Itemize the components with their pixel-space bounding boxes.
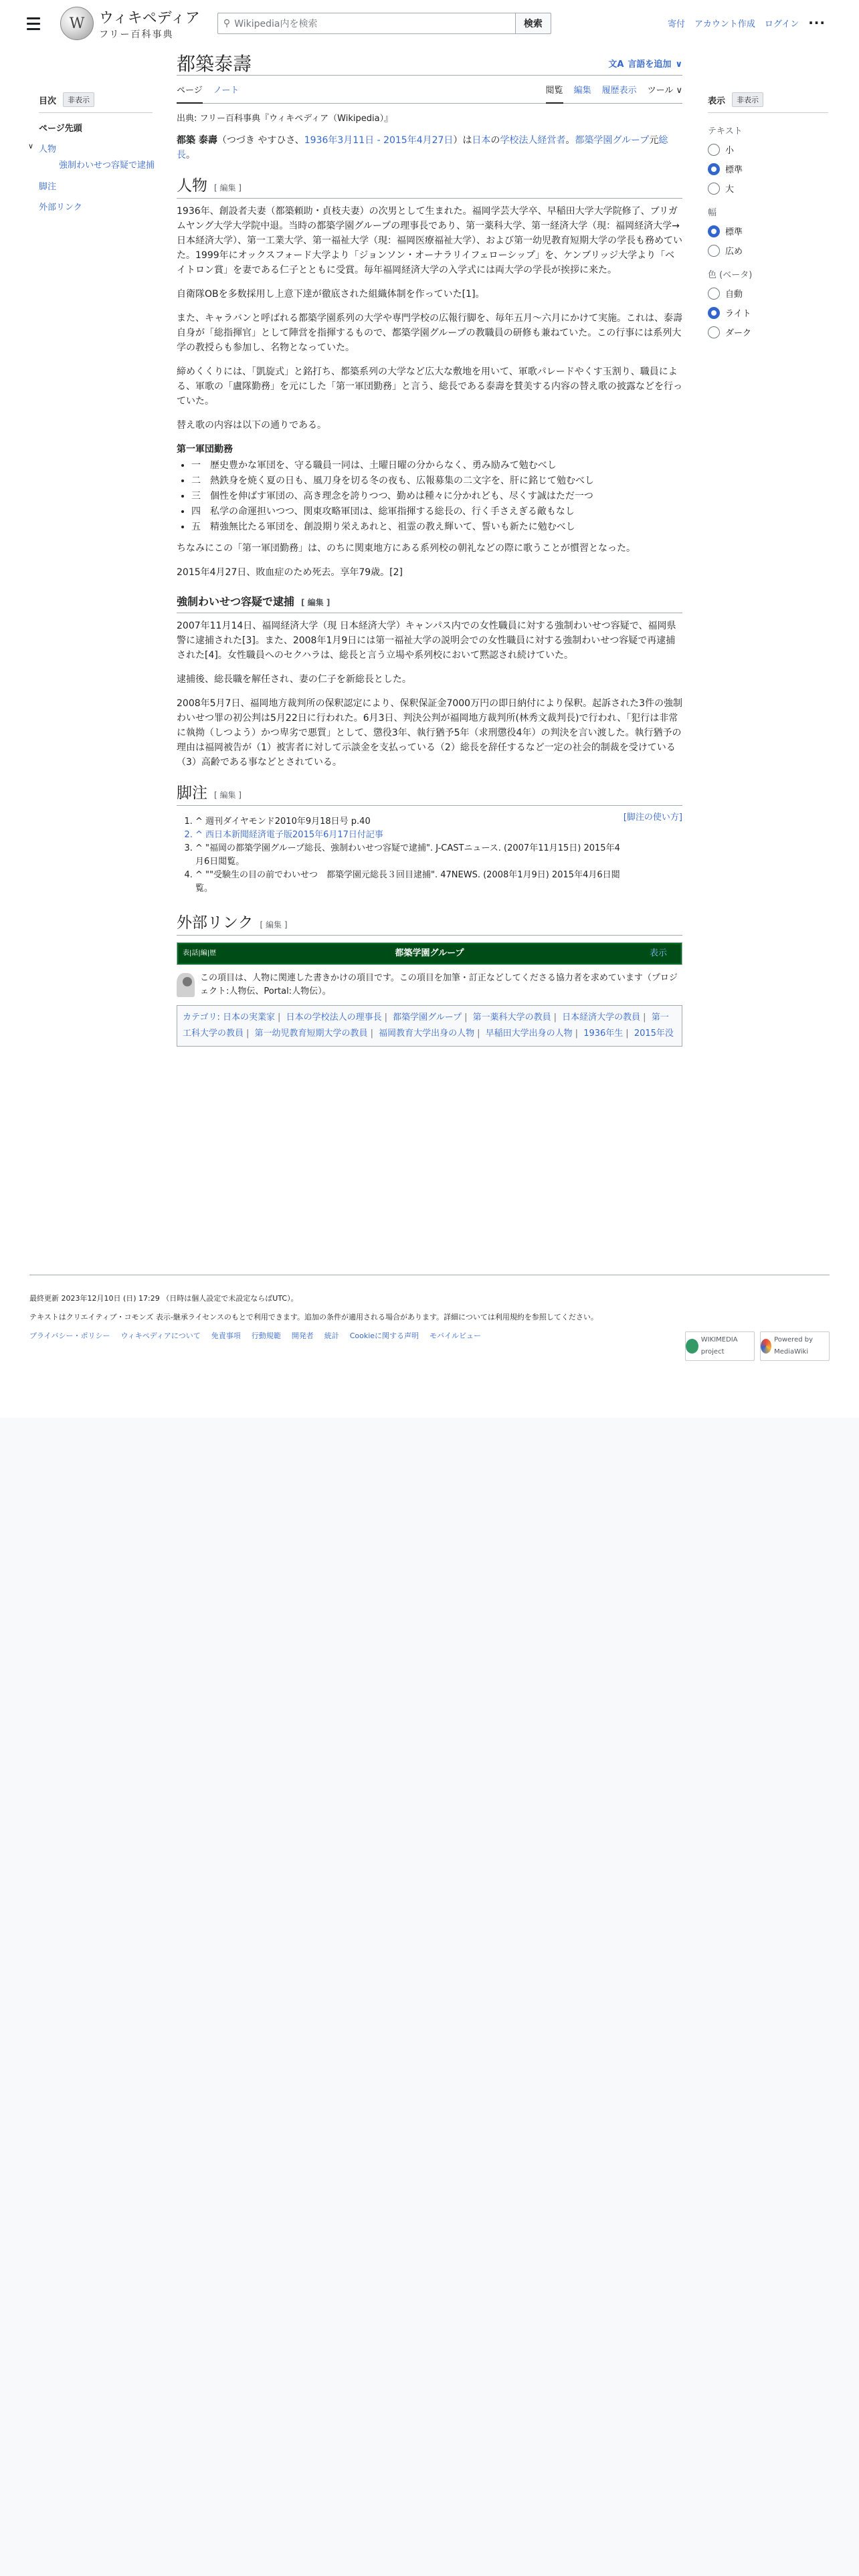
section-heading-arrest: 強制わいせつ容疑で逮捕 [ 編集 ] (177, 595, 682, 613)
donate-link[interactable]: 寄付 (667, 19, 685, 29)
category-link[interactable]: 第一薬科大学の教員 (472, 1012, 551, 1023)
section-heading-external: 外部リンク [ 編集 ] (177, 916, 682, 936)
footer-link[interactable]: Cookieに関する声明 (349, 1331, 419, 1340)
chevron-down-icon[interactable]: ∨ (28, 142, 34, 150)
login-link[interactable]: ログイン (764, 19, 799, 29)
color-auto[interactable]: 自動 (708, 287, 828, 300)
edit-section-link[interactable]: [ 編集 ] (260, 920, 288, 930)
wordmark-tagline: フリー百科事典 (99, 29, 174, 40)
mediawiki-badge[interactable]: Powered by MediaWiki (760, 1331, 830, 1361)
site-header (0, 0, 859, 47)
category-link[interactable]: 日本経済大学の教員 (562, 1012, 641, 1023)
lead-paragraph: 都築 泰壽（つづき やすひさ、1936年3月11日 - 2015年4月27日）は日本の学校法人経営者。都築学園グループ元総長。 (177, 135, 668, 160)
categories-label[interactable]: カテゴリ: (183, 1012, 220, 1023)
section-heading-people: 人物 [ 編集 ] (177, 179, 682, 199)
wikimedia-logo-icon (686, 1339, 698, 1354)
section-heading-notes: 脚注 [ 編集 ] (177, 786, 682, 806)
color-dark[interactable]: ダーク (708, 326, 828, 338)
width-label: 幅 (708, 208, 717, 218)
toc-hide-button[interactable]: 非表示 (63, 92, 94, 107)
paragraph: 2008年5月7日、福岡地方裁判所の保釈認定により、保釈保証金7000万円の即日納付により保釈。起訴された3件の強制わいせつ罪の初公判は5月22日に行われた。6月3日、判決公判が福岡地方裁判所(林秀文裁判長)で行われ、「犯行は非常に執拗（しつよう）かつ卑劣で悪質」として、懲役3年、執行猶予5年（求刑懲役4年）の判決を言い渡した。執行猶予の理由は福岡被告が（1）被害者に対して示談金を支払っている（2）総長を辞任するなど一定の社会的制裁を受けている（3）高齢である事などとされている。 (177, 698, 682, 768)
list-item: • 三 個性を伸ばす軍団の、高き理念を誇りつつ、勤めは種々に分かれども、尽くす誠はただ一つ (191, 489, 682, 504)
paragraph: 替え歌の内容は以下の通りである。 (177, 420, 326, 431)
category-link[interactable]: 1936年生 (583, 1029, 624, 1039)
more-options-icon[interactable]: ··· (808, 15, 826, 31)
paragraph: 2007年11月14日、福岡経済大学（現 日本経済大学）キャンパス内での女性職員に対する強制わいせつ容疑で、福岡県警に逮捕された[3]。また、2008年1月9日には第一福祉大学の説明会での女性職員に対する強制わいせつ容疑で再逮捕された[4]。女性職員へのセクハラは、総長と言う立場や系列校において黙認され続けていた。 (177, 621, 676, 661)
wikimedia-badge[interactable]: WIKIMEDIA project (685, 1331, 755, 1361)
category-link[interactable]: 都築学園グループ (393, 1012, 462, 1023)
category-link[interactable]: 2015年没 (634, 1029, 674, 1039)
category-link[interactable]: 早稲田大学出身の人物 (485, 1029, 573, 1039)
text-size-label: テキスト (708, 126, 743, 136)
footer-link[interactable]: 開発者 (291, 1331, 314, 1340)
navbox-show-button[interactable]: 表示 (649, 948, 667, 958)
tab-tools[interactable]: ツール ∨ (647, 86, 682, 96)
search-input[interactable]: ⚲ Wikipedia内を検索 (217, 13, 516, 34)
search-button[interactable]: 検索 (516, 13, 551, 34)
refs-usage-link[interactable]: [脚注の使い方] (623, 813, 682, 823)
paragraph: 締めくくりには、「凱旋式」と銘打ち、都築系列の大学など広大な敷地を用いて、軍歌パレードやくす玉割り、職員による、軍歌の「盧隊勤務」を元にした「第一軍団勤務」と言う、総長である泰壽を賛美する内容の替え歌の披露などを行っていた。 (177, 366, 682, 407)
toc-item-notes[interactable]: 脚注 (39, 182, 57, 192)
category-link[interactable]: 第一幼児教育短期大学の教員 (254, 1029, 368, 1039)
reference-item: 3. ^ "福岡の都築学園グループ総長、強制わいせつ容疑で逮捕". J-CASTニュース. (2007年11月15日) 2015年4月6日閲覧。 (195, 842, 624, 869)
article-source: 出典: フリー百科事典『ウィキペディア（Wikipedia）』 (177, 114, 393, 124)
person-icon (177, 973, 195, 997)
motto-list (177, 458, 682, 534)
search-icon: ⚲ (223, 18, 231, 29)
navbox-vde[interactable]: 表|話|編|歴 (183, 950, 217, 957)
text-size-standard[interactable]: 標準 (708, 163, 828, 175)
tab-page[interactable]: ページ (177, 84, 203, 104)
toc-item-arrest[interactable]: 強制わいせつ容疑で逮捕 (59, 160, 155, 171)
user-links (668, 15, 826, 31)
edit-section-link[interactable]: [ 編集 ] (214, 790, 242, 800)
color-label: 色 (ベータ) (708, 270, 753, 280)
reference-item: 1. ^ 週刊ダイヤモンド2010年9月18日号 p.40 (195, 815, 624, 829)
appearance-hide-button[interactable]: 非表示 (732, 92, 763, 107)
toc-item-external[interactable]: 外部リンク (39, 203, 82, 213)
table-of-contents (28, 92, 155, 213)
paragraph: 1936年、創設者夫妻（都築頼助・貞枝夫妻）の次男として生まれた。福岡学芸大学卒、早稲田大学大学院修了、ブリガムヤング大学大学院中退。当時の都築学園グループの理事長であり、第一薬科大学、第一経済大学（現：福岡経済大学→日本経済大学）、第一工業大学、第一福祉大学（現：福岡医療福祉大学）、および第一幼児教育短期大学の学長も務めていた。1999年にオックスフォード大学より「ジョンソン・オーナラリイフェローシップ」を、ケンブリッジ大学より「ベイトロン賞」を妻である仁子とともに受賞。毎年福岡経済大学の入学式には両大学の学長が挨拶に来た。 (177, 206, 682, 276)
paragraph: 自衛隊OBを多数採用し上意下達が徹底された組織体制を作っていた[1]。 (177, 289, 485, 300)
stub-notice: この項目は、人物に関連した書きかけの項目です。この項目を加筆・訂正などしてくださる協力者を求めています（プロジェクト:人物伝、Portal:人物伝）。 (177, 972, 682, 998)
category-link[interactable]: 福岡教育大学出身の人物 (379, 1029, 475, 1039)
add-languages-button[interactable]: 文A 言語を追加 ∨ (608, 58, 682, 72)
appearance-title: 表示 (708, 96, 726, 106)
list-item: • 二 熱鉄身を焼く夏の日も、風刀身を切る冬の夜も、広報募集の二文字を、肝に銘じて勉むべし (191, 473, 682, 488)
wordmark-title: ウィキペディア (99, 9, 200, 27)
license-text: テキストはクリエイティブ・コモンズ 表示-継承ライセンスのもとで利用できます。追加の条件が適用される場合があります。詳細については利用規約を参照してください。 (29, 1313, 598, 1321)
language-icon: 文A (608, 60, 624, 70)
page-title: 都築泰壽 (177, 54, 252, 75)
dates-link[interactable]: 1936年3月11日 - 2015年4月27日 (304, 135, 454, 146)
categories-box: カテゴリ: 日本の実業家 | 日本の学校法人の理事長 | 都築学園グループ | 第一薬科大学の教員 | 日本経済大学の教員 | 第一工科大学の教員 | 第一幼児教育短期大学の教員 | 福岡教育大学出身の人物 | 早稲田大学出身の人物 | 1936年生 | 2015年没 (177, 1005, 682, 1047)
paragraph: 逮捕後、総長職を解任され、妻の仁子を新総長とした。 (177, 674, 411, 685)
wikipedia-globe-icon (60, 7, 94, 40)
last-updated: 最終更新 2023年12月10日 (日) 17:29 （日時は個人設定で未設定ならばUTC）。 (29, 1294, 298, 1303)
width-standard[interactable]: 標準 (708, 225, 828, 237)
paragraph: また、キャラバンと呼ばれる都築学園系列の大学や専門学校の広報行脚を、毎年五月〜六月にかけて実施。これは、泰壽自身が「総指揮官」として陣営を指揮するもので、都築学園グループの教職員の研修も兼ねていた。この行事には系列大学の教授らも参加し、名物となっていた。 (177, 313, 682, 353)
main-menu-icon[interactable] (27, 14, 45, 33)
tab-edit[interactable]: 編集 (573, 86, 591, 96)
footer-link[interactable]: ウィキペディアについて (120, 1331, 201, 1340)
create-account-link[interactable]: アカウント作成 (694, 19, 755, 29)
footer-link[interactable]: 行動規範 (251, 1331, 281, 1340)
color-light[interactable]: ライト (708, 306, 828, 319)
footer-link[interactable]: プライバシー・ポリシー (29, 1331, 110, 1340)
text-size-large[interactable]: 大 (708, 182, 828, 195)
list-item: • 四 私学の命運担いつつ、関東攻略軍団は、総軍指揮する総長の、行く手さえぎる敵もなし (191, 504, 682, 519)
edit-section-link[interactable]: [ 編集 ] (301, 598, 330, 607)
appearance-panel (708, 92, 828, 345)
footer-link[interactable]: 免責事項 (211, 1331, 241, 1340)
list-item: • 五 精強無比たる軍団を、創設期り栄えあれと、祖霊の教え輝いて、誓いも新たに勉むべし (191, 520, 682, 534)
width-wide[interactable]: 広め (708, 244, 828, 257)
tab-history[interactable]: 履歴表示 (601, 86, 637, 96)
edit-section-link[interactable]: [ 編集 ] (214, 183, 242, 193)
toc-title: 目次 (39, 96, 57, 106)
footer-link[interactable]: 統計 (324, 1331, 339, 1340)
reference-item[interactable]: 2. ^ 西日本新聞経済電子版2015年6月17日付記事 (195, 829, 624, 842)
article-content (177, 54, 682, 1047)
footer-link[interactable]: モバイルビュー (430, 1331, 482, 1340)
paragraph: ちなみにこの「第一軍団勤務」は、のちに関東地方にある系列校の朝礼などの際に歌うことが慣習となった。 (177, 543, 636, 554)
tab-talk[interactable]: ノート (213, 86, 240, 96)
toc-item-top[interactable]: ページ先頭 (39, 124, 82, 134)
site-logo[interactable] (60, 7, 200, 41)
text-size-small[interactable]: 小 (708, 143, 828, 156)
tab-read[interactable]: 閲覧 (546, 84, 563, 104)
list-item: • 一 歴史豊かな軍団を、守る職員一同は、土曜日曜の分からなく、勇み励みて勉むべし (191, 458, 682, 473)
page-tabs (177, 84, 682, 104)
navbox-title: 都築学園グループ (395, 948, 464, 958)
site-footer (29, 1275, 830, 1356)
references-list (177, 815, 624, 895)
mediawiki-logo-icon (761, 1339, 771, 1354)
search-form (217, 13, 551, 34)
category-link[interactable]: 日本の実業家 (223, 1012, 276, 1023)
category-link[interactable]: 日本の学校法人の理事長 (286, 1012, 382, 1023)
toc-item-people[interactable]: 人物 (39, 144, 57, 154)
reference-item: 4. ^ ""受験生の目の前でわいせつ 都築学園元総長３回目逮捕". 47NEWS. (2008年1月9日) 2015年4月6日閲覧。 (195, 869, 624, 895)
navbox (177, 942, 682, 965)
category-link[interactable]: 第一工科大学の教員 (183, 1012, 669, 1039)
paragraph: 2015年4月27日、敗血症のため死去。享年79歳。[2] (177, 567, 403, 578)
motto-title: 第一軍団勤務 (177, 444, 233, 455)
